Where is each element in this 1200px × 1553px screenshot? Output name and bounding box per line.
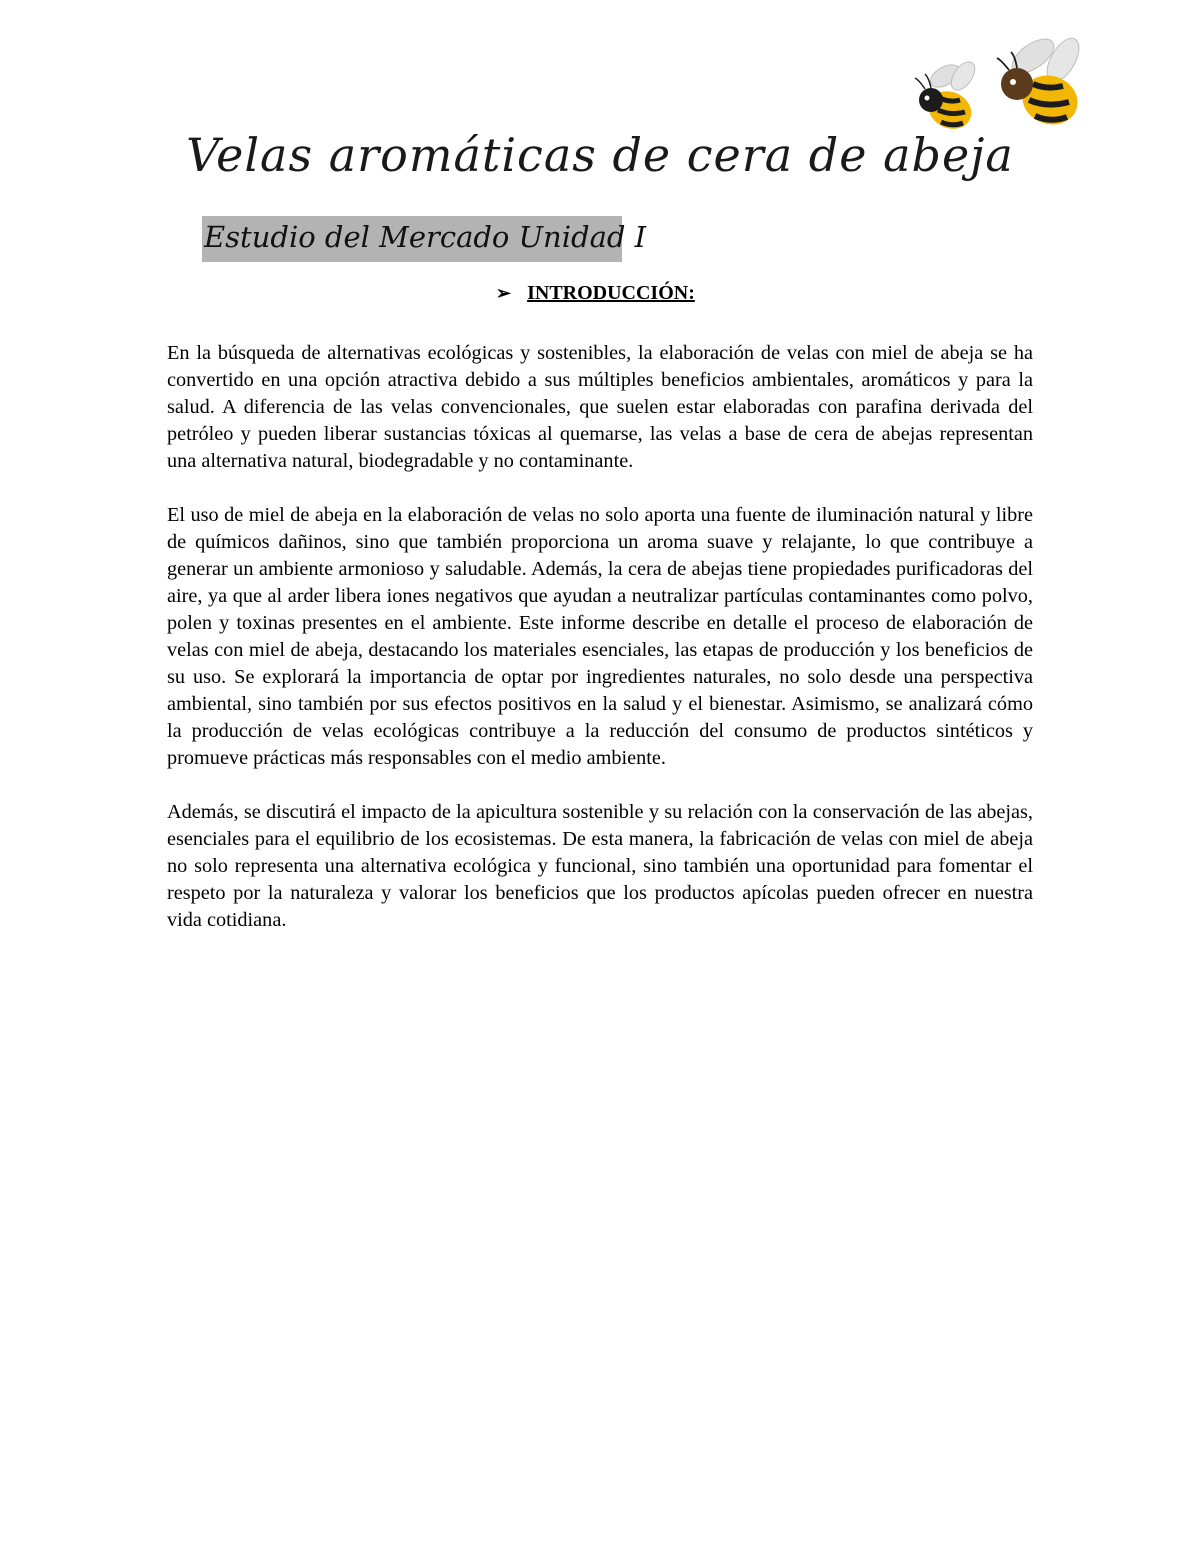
bee-icon [915, 58, 980, 136]
section-heading-label: INTRODUCCIÓN: [527, 282, 695, 304]
section-heading [496, 282, 695, 305]
arrow-bullet-icon: ➢ [496, 283, 512, 303]
bee-icon [997, 32, 1085, 132]
body-paragraph: Además, se discutirá el impacto de la apicultura sostenible y su relación con la conservación de las abejas, esenciales para el equilibrio de los ecosistemas. De esta manera, la fabricación de velas con miel de abeja no solo representa una alternativa ecológica y funcional, sino también una oportunidad para fomentar el respeto por la naturaleza y valorar los beneficios que los productos apícolas pueden ofrecer en nuestra vida cotidiana. [167, 801, 1033, 931]
body-paragraph: El uso de miel de abeja en la elaboración de velas no solo aporta una fuente de iluminación natural y libre de químicos dañinos, sino que también proporciona un aroma suave y relajante, lo que contribuye a generar un ambiente armonioso y saludable. Además, la cera de abejas tiene propiedades purificadoras del aire, ya que al arder libera iones negativos que ayudan a neutralizar partículas contaminantes como polvo, polen y toxinas presentes en el ambiente. Este informe describe en detalle el proceso de elaboración de velas con miel de abeja, destacando los materiales esenciales, las etapas de producción y los beneficios de su uso. Se explorará la importancia de optar por ingredientes naturales, no solo desde una perspectiva ambiental, sino también por sus efectos positivos en la salud y el bienestar. Asimismo, se analizará cómo la producción de velas ecológicas contribuye a la reducción del consumo de productos sintéticos y promueve prácticas más responsables con el medio ambiente. [167, 504, 1033, 769]
document-title: Velas aromáticas de cera de abeja [186, 128, 1014, 182]
document-body [167, 340, 1033, 961]
body-paragraph: En la búsqueda de alternativas ecológicas y sostenibles, la elaboración de velas con miel de abeja se ha convertido en una opción atractiva debido a sus múltiples beneficios ambientales, aromáticos y para la salud. A diferencia de las velas convencionales, que suelen estar elaboradas con parafina derivada del petróleo y pueden liberar sustancias tóxicas al quemarse, las velas a base de cera de abejas representan una alternativa natural, biodegradable y no contaminante. [167, 342, 1033, 472]
document-subtitle: Estudio del Mercado Unidad I [204, 220, 647, 254]
